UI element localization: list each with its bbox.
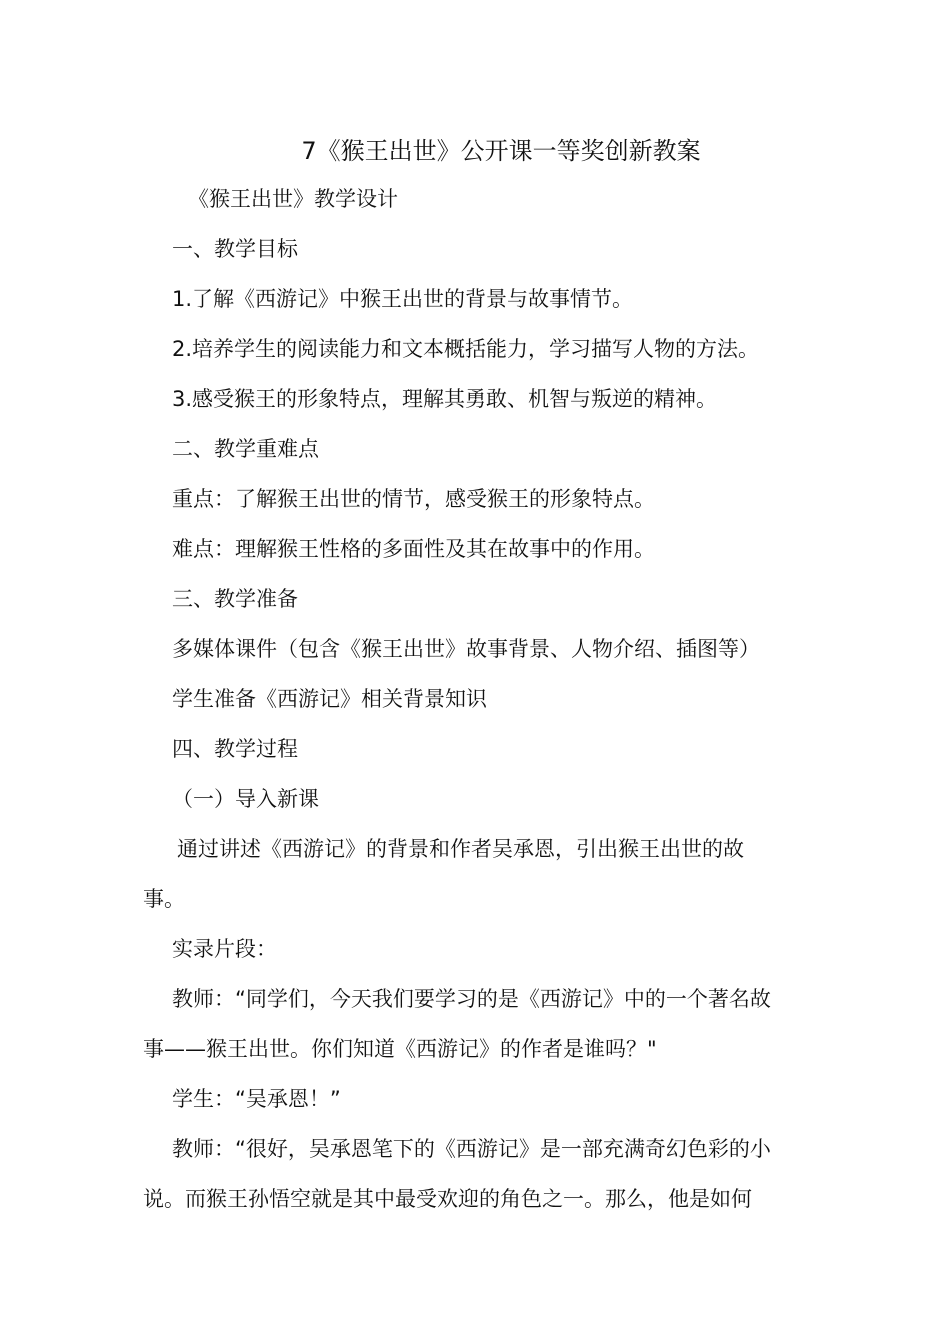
dialogue-line: 事——猴王出世。你们知道《西游记》的作者是谁吗？" — [143, 1037, 657, 1061]
dialogue-line: 学生：“吴承恩！” — [172, 1087, 341, 1111]
document-title: 7《猴王出世》公开课一等奖创新教案 — [301, 137, 701, 165]
paragraph-line: 通过讲述《西游记》的背景和作者吴承恩，引出猴王出世的故 — [177, 837, 744, 861]
dialogue-line: 教师：“同学们，今天我们要学习的是《西游记》中的一个著名故 — [172, 987, 771, 1011]
paragraph-line: 学生准备《西游记》相关背景知识 — [172, 687, 487, 711]
section-heading: 三、教学准备 — [172, 587, 298, 611]
paragraph-line: 1.了解《西游记》中猴王出世的背景与故事情节。 — [172, 287, 634, 311]
paragraph-line: 2.培养学生的阅读能力和文本概括能力，学习描写人物的方法。 — [172, 337, 760, 361]
paragraph-line: 多媒体课件（包含《猴王出世》故事背景、人物介绍、插图等） — [172, 637, 760, 661]
paragraph-line: 3.感受猴王的形象特点，理解其勇敢、机智与叛逆的精神。 — [172, 387, 718, 411]
dialogue-line: 说。而猴王孙悟空就是其中最受欢迎的角色之一。那么，他是如何 — [143, 1187, 752, 1211]
subsection-heading: （一）导入新课 — [172, 787, 319, 811]
section-heading: 二、教学重难点 — [172, 437, 319, 461]
section-heading: 一、教学目标 — [172, 237, 298, 261]
paragraph-line: 重点：了解猴王出世的情节，感受猴王的形象特点。 — [172, 487, 655, 511]
section-heading: 四、教学过程 — [172, 737, 298, 761]
dialogue-line: 教师：“很好，吴承恩笔下的《西游记》是一部充满奇幻色彩的小 — [172, 1137, 771, 1161]
paragraph-line: 事。 — [143, 887, 185, 911]
paragraph-line: 难点：理解猴王性格的多面性及其在故事中的作用。 — [172, 537, 655, 561]
subtitle-line: 《猴王出世》教学设计 — [188, 187, 398, 211]
paragraph-line: 实录片段： — [172, 937, 277, 961]
